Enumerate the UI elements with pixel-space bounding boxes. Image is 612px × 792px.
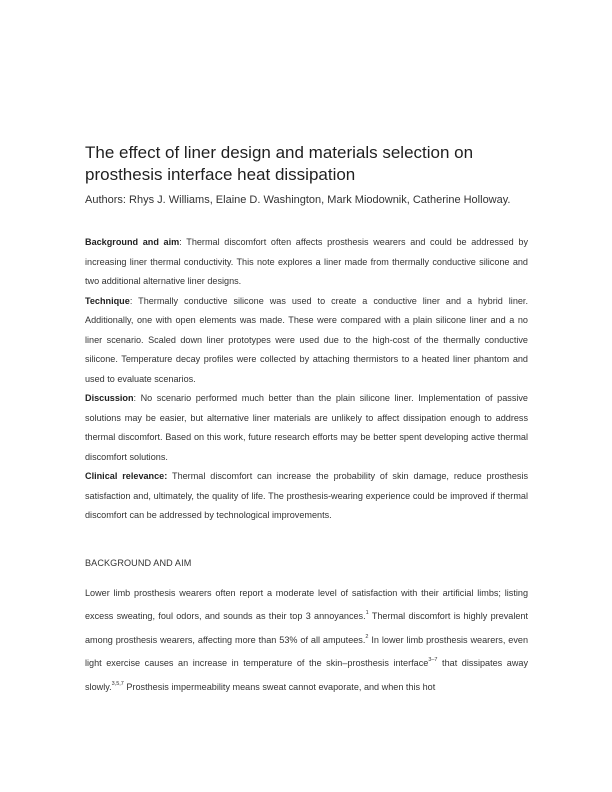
body-sentence-4: that dissipates away slowly. [85,658,529,692]
abstract [85,233,528,526]
citation-3: 3–7 [428,657,438,663]
body-sentence-3: In lower limb prosthesis wearers, even light exercise causes an increase in temperature of the skin–prosthesis interface [85,634,528,668]
citation-2: 2 [365,633,369,640]
abstract-background [85,233,528,292]
abstract-technique-label: Technique [85,295,130,306]
abstract-clinical [85,467,528,526]
abstract-technique [85,292,528,390]
citation-4: 3,5,7 [111,680,124,687]
abstract-discussion [85,389,528,467]
abstract-discussion-label: Discussion [85,393,134,403]
abstract-clinical-text: Thermal discomfort can increase the probability of skin damage, reduce prosthesis satisfaction and, ultimately, the quality of life. The prosthesis-wearing experience could be improved if thermal discomfort can be addressed by technological improvements. [85,471,528,520]
body-paragraph [85,582,528,700]
abstract-technique-text: : Thermally conductive silicone was used to create a conductive liner and a hybrid liner. Additionally, one with open elements was made. These were compared with a plain silicone liner and a no liner scenario. Scaled down liner prototypes were used due to the high-cost of the thermally conductive silicone. Temperature decay profiles were collected by attaching thermistors to a heated liner phantom and used to evaluate scenarios. [85,295,528,384]
body-sentence-2: Thermal discomfort is highly prevalent among prosthesis wearers, affecting more than 53% of all amputees. [85,611,529,645]
abstract-background-text: : Thermal discomfort often affects prosthesis wearers and could be addressed by increasing liner thermal conductivity. This note explores a liner made from thermally conductive silicone and two additional alternative liner designs. [85,237,528,286]
section-heading-background: BACKGROUND AND AIM [85,557,192,568]
abstract-background-label: Background and aim [85,237,180,247]
paper-title: The effect of liner design and materials selection on prosthesis interface heat dissipation [85,143,474,184]
citation-1: 1 [365,610,369,616]
abstract-discussion-text: : No scenario performed much better than the plain silicone liner. Implementation of passive solutions may be easier, but alternative liner materials are unlikely to affect dissipation enough to address thermal discomfort. Based on this work, future research efforts may be better spent developing active thermal discomfort solutions. [85,393,528,462]
body-sentence-5: Prosthesis impermeability means sweat cannot evaporate, and when this hot [123,681,436,692]
abstract-clinical-label: Clinical relevance: [85,471,168,481]
body-sentence-1: Lower limb prosthesis wearers often report a moderate level of satisfaction with their artificial limbs; listing excess sweating, foul odors, and sounds as their top 3 annoyances. [85,587,528,621]
body-paragraph-text [85,582,528,700]
paper-content [85,142,528,699]
paper-authors: Authors: Rhys J. Williams, Elaine D. Washington, Mark Miodownik, Catherine Holloway. [85,194,511,206]
